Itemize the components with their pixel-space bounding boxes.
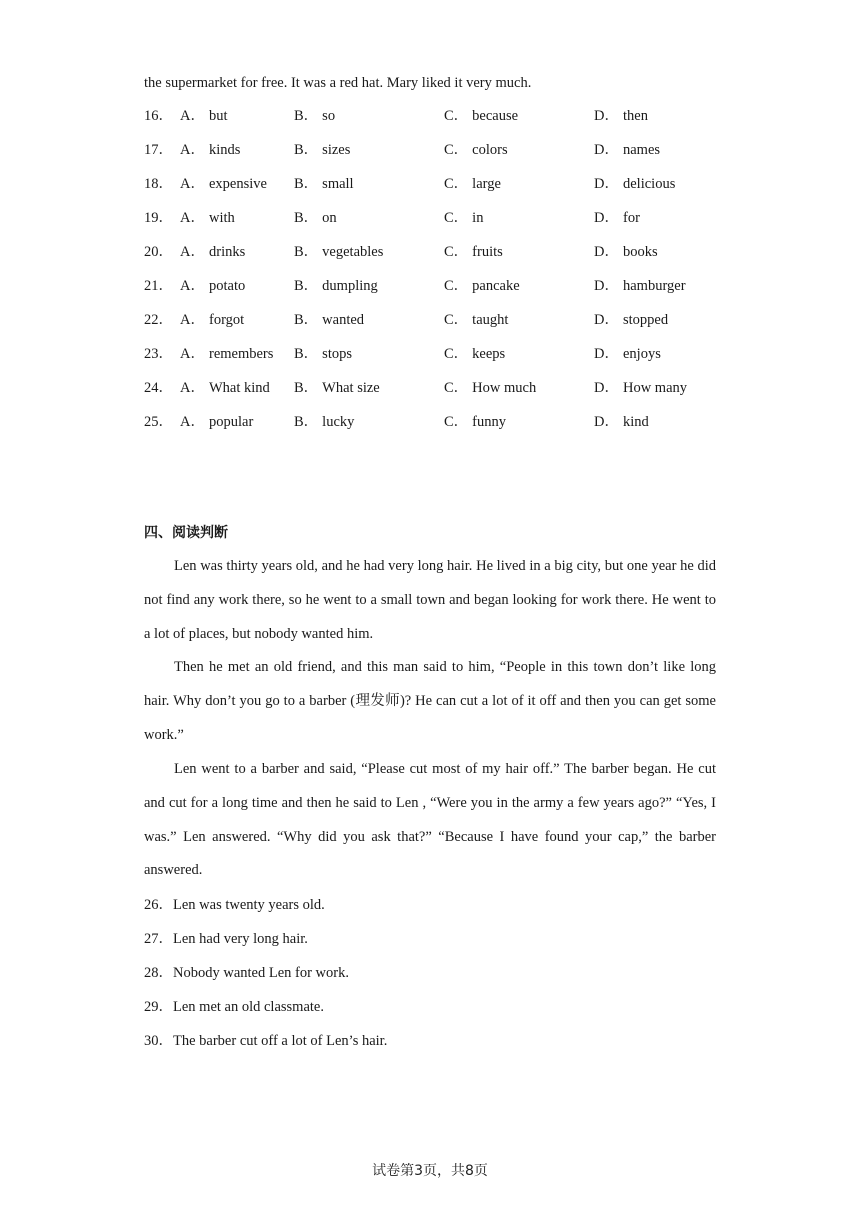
option-d: D． books bbox=[594, 244, 658, 260]
option-d: D． then bbox=[594, 108, 648, 124]
option-b: B． stops bbox=[294, 346, 352, 362]
option-a: A． forgot bbox=[180, 312, 245, 328]
option-c: C． keeps bbox=[444, 346, 506, 362]
passage-paragraph: Len went to a barber and said, “Please cut most of my hair off.” The barber began. He cut and cut for a long time and then he said to Len , “Were you in the army a few years ago?” “Yes, I was.” Len answered. “Why did you ask that?” “Because I have found your cap,” the barber answered. bbox=[144, 761, 716, 879]
option-b: B． on bbox=[294, 210, 337, 226]
question-number: 22． bbox=[144, 312, 173, 328]
question-number: 24． bbox=[144, 380, 173, 396]
option-d: D． delicious bbox=[594, 176, 676, 192]
option-a: A． but bbox=[180, 108, 228, 124]
option-d: D． for bbox=[594, 210, 640, 226]
option-d: D． How many bbox=[594, 380, 688, 396]
option-a: A． What kind bbox=[180, 380, 270, 396]
option-c: C． because bbox=[444, 108, 519, 124]
option-c: C． funny bbox=[444, 414, 507, 430]
option-b: B． sizes bbox=[294, 142, 351, 158]
option-a: A． kinds bbox=[180, 142, 241, 158]
question-number: 19． bbox=[144, 210, 173, 226]
section-heading: 四、阅读判断 bbox=[144, 525, 228, 541]
passage-paragraph: Then he met an old friend, and this man said to him, “People in this town don’t like long hair. Why don’t you go to a barber (理发师)? He can cut a lot of it off and then you can get some work.” bbox=[144, 659, 716, 743]
question-number: 17． bbox=[144, 142, 173, 158]
option-b: B． lucky bbox=[294, 414, 355, 430]
option-c: C． taught bbox=[444, 312, 509, 328]
option-d: D． kind bbox=[594, 414, 649, 430]
question-number: 18． bbox=[144, 176, 173, 192]
statement-item: 28．Nobody wanted Len for work. bbox=[144, 965, 349, 981]
option-c: C． pancake bbox=[444, 278, 520, 294]
statement-item: 27．Len had very long hair. bbox=[144, 931, 308, 947]
option-b: B． vegetables bbox=[294, 244, 384, 260]
option-d: D． names bbox=[594, 142, 661, 158]
option-a: A． drinks bbox=[180, 244, 246, 260]
option-b: B． What size bbox=[294, 380, 380, 396]
option-d: D． stopped bbox=[594, 312, 669, 328]
option-a: A． popular bbox=[180, 414, 254, 430]
option-a: A． expensive bbox=[180, 176, 267, 192]
statement-item: 30．The barber cut off a lot of Len’s hair. bbox=[144, 1033, 388, 1049]
option-a: A． potato bbox=[180, 278, 246, 294]
page-footer: 试卷第3页，共8页 bbox=[372, 1163, 488, 1179]
option-a: A． remembers bbox=[180, 346, 274, 362]
option-c: C． colors bbox=[444, 142, 508, 158]
question-number: 21． bbox=[144, 278, 173, 294]
option-b: B． wanted bbox=[294, 312, 365, 328]
statement-item: 29．Len met an old classmate. bbox=[144, 999, 324, 1015]
option-c: C． in bbox=[444, 210, 484, 226]
option-d: D． hamburger bbox=[594, 278, 686, 294]
passage-paragraph: Len was thirty years old, and he had very long hair. He lived in a big city, but one year he did not find any work there, so he went to a small town and began looking for work there. He went to a lot of places, but nobody wanted him. bbox=[144, 558, 716, 642]
option-b: B． so bbox=[294, 108, 336, 124]
option-b: B． small bbox=[294, 176, 354, 192]
passage-continuation-line: the supermarket for free. It was a red hat. Mary liked it very much. bbox=[144, 75, 532, 91]
option-c: C． fruits bbox=[444, 244, 503, 260]
option-c: C． How much bbox=[444, 380, 537, 396]
question-number: 25． bbox=[144, 414, 173, 430]
question-number: 23． bbox=[144, 346, 173, 362]
option-a: A． with bbox=[180, 210, 235, 226]
question-number: 20． bbox=[144, 244, 173, 260]
option-b: B． dumpling bbox=[294, 278, 378, 294]
option-c: C． large bbox=[444, 176, 501, 192]
statement-item: 26．Len was twenty years old. bbox=[144, 897, 325, 913]
question-number: 16． bbox=[144, 108, 173, 124]
option-d: D． enjoys bbox=[594, 346, 661, 362]
